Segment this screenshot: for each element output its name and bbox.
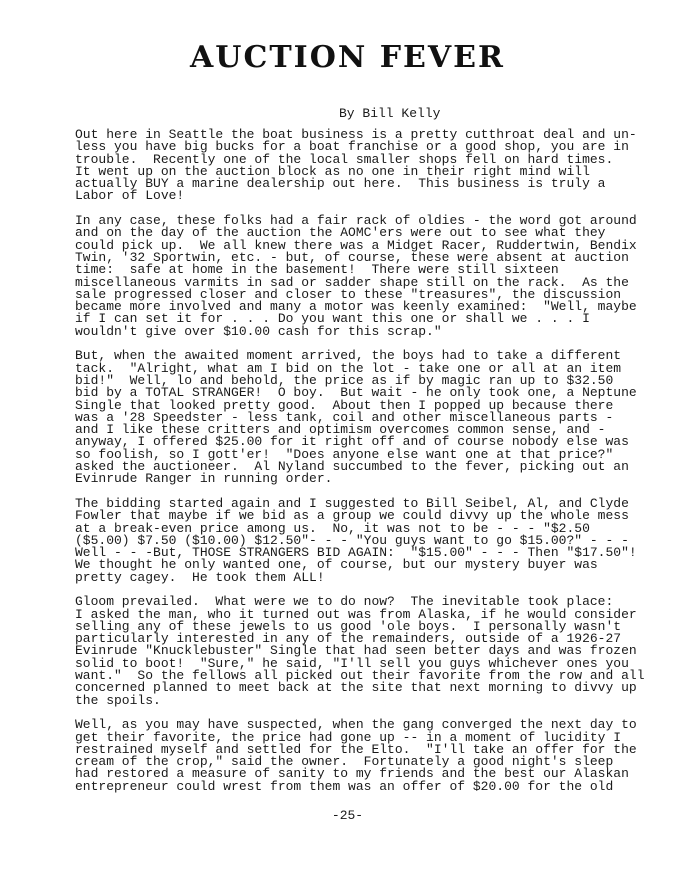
text-line: I asked the man, who it turned out was from Alaska, if he would consider xyxy=(75,606,637,622)
text-line: The bidding started again and I suggested to Bill Seibel, Al, and Clyde xyxy=(75,495,629,511)
text-line: pretty cagey. He took them ALL! xyxy=(75,569,325,585)
text-line: if I can set it for . . . Do you want this one or shall we . . . I xyxy=(75,311,590,327)
text-line: tack. "Alright, what am I bid on the lot - take one or all at an item xyxy=(75,360,622,376)
text-line: In any case, these folks had a fair rack of oldies - the word got around xyxy=(75,213,637,229)
text-line: Well - - -But, THOSE STRANGERS BID AGAIN: "$15.00" - - - Then "$17.50"! xyxy=(75,545,637,561)
text-line: cream of the crop," said the owner. Fortunately a good night's sleep xyxy=(75,754,614,770)
text-line: entrepreneur could wrest from them was an offer of $20.00 for the old xyxy=(75,778,614,794)
text-line: sale progressed closer and closer to these "treasures", the discussion xyxy=(75,286,622,302)
text-line: wouldn't give over $10.00 cash for this scrap." xyxy=(75,323,442,339)
text-line: selling any of these jewels to us good 'ole boys. I personally wasn't xyxy=(75,618,622,634)
text-line: concerned planned to meet back at the site that next morning to divvy up xyxy=(75,680,637,696)
text-line: asked the auctioneer. Al Nyland succumbed to the fever, picking out an xyxy=(75,459,629,475)
text-line: bid by a TOTAL STRANGER! O boy. But wait - he only took one, a Neptune xyxy=(75,385,637,401)
text-line: Out here in Seattle the boat business is a pretty cutthroat deal and un- xyxy=(75,127,637,142)
text-line: anyway, I offered $25.00 for it right off and of course nobody else was xyxy=(75,434,629,450)
text-line: and on the day of the auction the AOMC'ers were out to see what they xyxy=(75,225,606,241)
text-line: solid to boot! "Sure," he said, "I'll sell you guys whichever ones you xyxy=(75,655,629,671)
text-line: Single that looked pretty good. About then I popped up because there xyxy=(75,397,614,413)
text-line: We thought he only wanted one, of course, but our mystery buyer was xyxy=(75,557,598,573)
text-line: at a break-even price among us. No, it was not to be - - - "$2.50 xyxy=(75,520,590,536)
text-line: time: safe at home in the basement! There were still sixteen xyxy=(75,262,559,278)
paragraph xyxy=(75,719,635,793)
article-byline: By Bill Kelly xyxy=(339,106,441,121)
text-line: restrained myself and settled for the Elto. "I'll take an offer for the xyxy=(75,741,637,757)
text-line: actually BUY a marine dealership out here. This business is truly a xyxy=(75,176,606,192)
text-line: get their favorite, the price had gone up -- in a moment of lucidity I xyxy=(75,729,622,745)
paragraph xyxy=(75,129,635,203)
text-line: trouble. Recently one of the local smaller shops fell on hard times. xyxy=(75,151,614,167)
text-line: Evinrude "Knucklebuster" Single that had seen better days and was frozen xyxy=(75,643,637,659)
article-body xyxy=(75,127,645,805)
text-line: Fowler that maybe if we bid as a group we could divvy up the whole mess xyxy=(75,508,629,524)
text-line: want." So the fellows all picked out their favorite from the row and all xyxy=(75,668,645,684)
article-title: AUCTION FEVER xyxy=(190,40,505,75)
text-line: It went up on the auction block as no one in their right mind will xyxy=(75,163,590,179)
text-line: Evinrude Ranger in running order. xyxy=(75,471,333,487)
text-line: the spoils. xyxy=(75,692,161,708)
text-line: bid!" Well, lo and behold, the price as if by magic ran up to $32.50 xyxy=(75,372,614,388)
text-line: Labor of Love! xyxy=(75,188,185,204)
paragraph xyxy=(75,215,635,338)
text-line: was a '28 Speedster - less tank, coil and other miscellaneous parts - xyxy=(75,409,614,425)
text-line: became more involved and many a motor was keenly examined: "Well, maybe xyxy=(75,299,637,315)
text-line: so foolish, so I gott'er! "Does anyone else want one at that price?" xyxy=(75,446,614,462)
text-line: ($5.00) $7.50 ($10.00) $12.50"- - - "You guys want to go $15.00?" - - - xyxy=(75,532,629,548)
text-line: less you have big bucks for a boat franchise or a good shop, you are in xyxy=(75,139,629,155)
text-line: miscellaneous varmits in sad or sadder shape still on the rack. As the xyxy=(75,274,629,290)
text-line: Well, as you may have suspected, when the gang converged the next day to xyxy=(75,717,637,733)
paragraph xyxy=(75,350,635,485)
paragraph xyxy=(75,594,645,708)
text-line: But, when the awaited moment arrived, the boys had to take a different xyxy=(75,348,622,364)
page-number: -25- xyxy=(331,808,364,823)
paragraph xyxy=(75,495,637,585)
text-line: Gloom prevailed. What were we to do now? The inevitable took place: xyxy=(75,594,614,610)
text-line: particularly interested in any of the remainders, outside of a 1926-27 xyxy=(75,631,622,647)
text-line: and I like these critters and optimism overcomes common sense, and - xyxy=(75,422,606,438)
text-line: could pick up. We all knew there was a Midget Racer, Ruddertwin, Bendix xyxy=(75,237,637,253)
text-line: Twin, '32 Sportwin, etc. - but, of course, these were absent at auction xyxy=(75,249,629,265)
text-line: had restored a measure of sanity to my friends and the best our Alaskan xyxy=(75,766,629,782)
